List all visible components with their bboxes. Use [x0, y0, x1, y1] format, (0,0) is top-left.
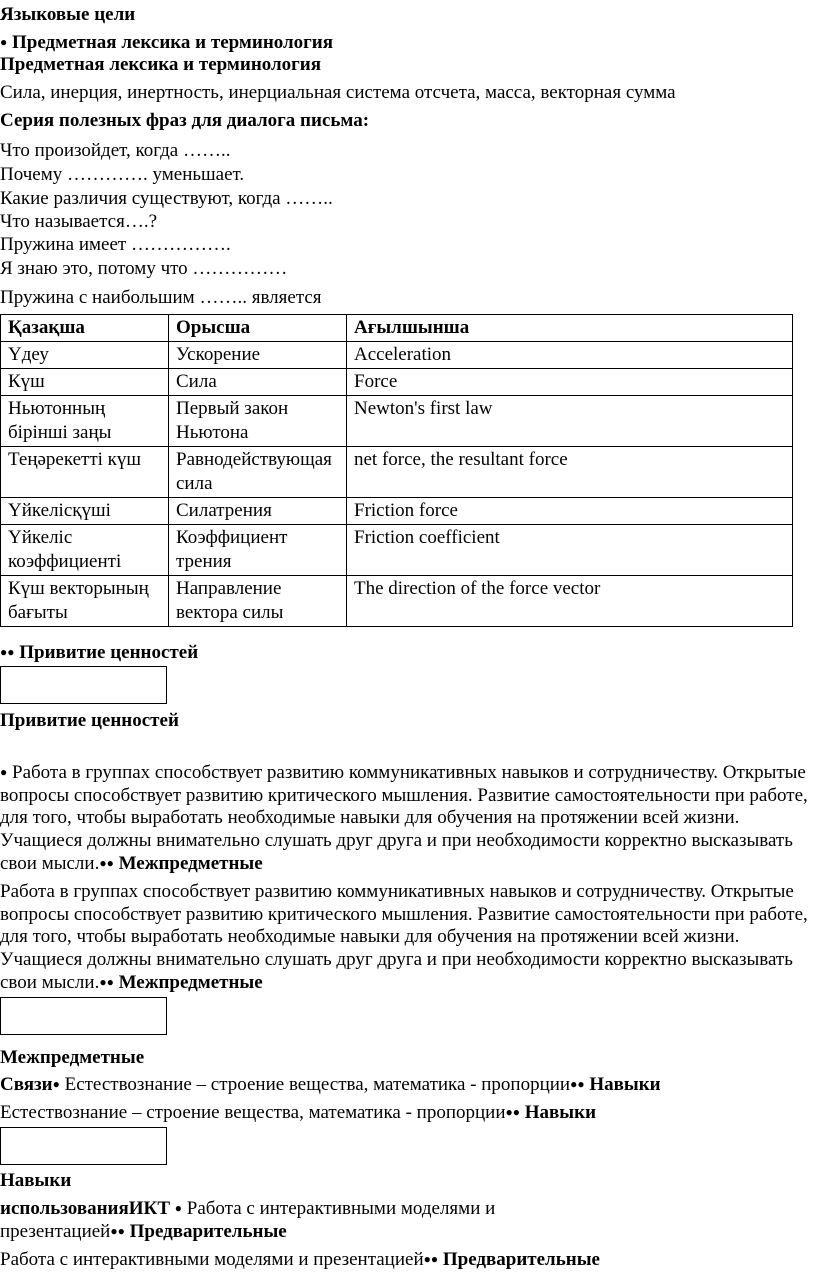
table-cell: Үйкелісқүші	[1, 498, 169, 525]
table-row	[1, 342, 793, 369]
ict-word: использованияИКТ	[0, 1198, 170, 1219]
links-text: Естествознание – строение вещества, математика - пропорции	[64, 1074, 571, 1095]
column-header-russian: Орысша	[169, 315, 347, 342]
table-cell: Күш векторының бағыты	[1, 576, 169, 627]
table-cell: Friction coefficient	[347, 525, 793, 576]
table-cell: Направление вектора силы	[169, 576, 347, 627]
table-header-row	[1, 315, 793, 342]
bullet-icon: ●●	[110, 1224, 125, 1238]
phrases-title: Серия полезных фраз для диалога письма:	[0, 110, 370, 131]
ict-line	[0, 1197, 495, 1220]
column-header-english: Ағылшынша	[347, 315, 793, 342]
page-heading: Языковые цели	[0, 4, 136, 25]
cross-subject-label: Межпредметные	[118, 853, 263, 874]
bullet-icon: ●●	[0, 645, 15, 659]
phrase-item: Какие различия существуют, когда ……..	[0, 188, 333, 209]
ict-line-3	[0, 1248, 600, 1271]
values-paragraph-text: Работа в группах способствует развитию коммуникативных навыков и сотрудничеству. Открытые вопросы способствует развитию критического мышления. Развитие самостоятельности при работе, для того, чтобы выработать необходимые навыки для обучения на протяжении всей жизни. Учащиеся должны внимательно слушать друг друга и при необходимости корректно высказывать свои мысли.	[0, 762, 808, 874]
table-cell: Теңәрекетті күш	[1, 447, 169, 498]
links-word: Связи	[0, 1074, 53, 1095]
ict-text-a: Работа с интерактивными моделями и	[186, 1198, 496, 1219]
phrase-item: Почему …………. уменьшает.	[0, 164, 245, 185]
bullet-subject-label: Предметная лексика и терминология	[12, 32, 334, 53]
cross-subject-title: Межпредметные	[0, 1047, 145, 1068]
phrase-item: Пружина с наибольшим …….. является	[0, 287, 322, 308]
empty-field-box[interactable]	[0, 997, 167, 1035]
table-row	[1, 369, 793, 396]
table-cell: Newton's first law	[347, 396, 793, 447]
values-paragraph-2	[0, 881, 816, 995]
bullet-icon: ●●	[99, 856, 114, 870]
table-cell: Acceleration	[347, 342, 793, 369]
bullet-icon: ●	[0, 35, 8, 49]
cross-subject-label: Межпредметные	[118, 972, 263, 993]
empty-field-box[interactable]	[0, 1127, 167, 1165]
table-cell: Force	[347, 369, 793, 396]
values-title: Привитие ценностей	[0, 710, 179, 731]
phrase-item: Пружина имеет …………….	[0, 234, 231, 255]
table-row	[1, 396, 793, 447]
column-header-kazakh: Қазақша	[1, 315, 169, 342]
empty-field-box[interactable]	[0, 666, 167, 704]
phrase-item: Я знаю это, потому что ……………	[0, 258, 288, 279]
links-text-2: Естествознание – строение вещества, математика - пропорции	[0, 1102, 506, 1123]
table-cell: Үйкеліс коэффициенті	[1, 525, 169, 576]
prelim-label: Предварительные	[442, 1249, 600, 1270]
phrase-item: Что называется….?	[0, 211, 158, 232]
values-paragraph-text: Работа в группах способствует развитию коммуникативных навыков и сотрудничеству. Открытые вопросы способствует развитию критического мышления. Развитие самостоятельности при работе, для того, чтобы выработать необходимые навыки для обучения на протяжении всей жизни. Учащиеся должны внимательно слушать друг друга и при необходимости корректно высказывать свои мысли.	[0, 881, 808, 993]
skills-label: Навыки	[524, 1102, 597, 1123]
ict-text-full: Работа с интерактивными моделями и презентацией	[0, 1249, 424, 1270]
bullet-icon: ●	[174, 1201, 182, 1215]
bullet-icon: ●●	[570, 1077, 585, 1091]
table-cell: The direction of the force vector	[347, 576, 793, 627]
values-bullet-label: Привитие ценностей	[19, 642, 199, 663]
bullet-icon: ●	[52, 1077, 60, 1091]
table-row	[1, 525, 793, 576]
table-cell: Ньютонның бірінші заңы	[1, 396, 169, 447]
ict-line-2	[0, 1220, 287, 1243]
subject-title: Предметная лексика и терминология	[0, 54, 322, 75]
table-cell: Коэффициент трения	[169, 525, 347, 576]
subject-terms: Сила, инерция, инертность, инерциальная система отсчета, масса, векторная сумма	[0, 82, 676, 103]
table-row	[1, 576, 793, 627]
prelim-label: Предварительные	[129, 1221, 287, 1242]
table-cell: Күш	[1, 369, 169, 396]
vocabulary-table	[0, 314, 793, 627]
table-cell: Сила	[169, 369, 347, 396]
links-line	[0, 1073, 661, 1096]
links-line-2	[0, 1101, 596, 1124]
skills-title: Навыки	[0, 1170, 72, 1191]
table-row	[1, 447, 793, 498]
skills-label: Навыки	[589, 1074, 661, 1095]
table-cell: Силатрения	[169, 498, 347, 525]
bullet-icon: ●●	[423, 1252, 439, 1266]
bullet-icon: ●	[0, 765, 8, 779]
table-row	[1, 498, 793, 525]
table-cell: net force, the resultant force	[347, 447, 793, 498]
values-bullet-line	[0, 641, 198, 664]
table-cell: Первый закон Ньютона	[169, 396, 347, 447]
table-cell: Үдеу	[1, 342, 169, 369]
values-paragraph-1	[0, 761, 816, 876]
table-cell: Friction force	[347, 498, 793, 525]
table-cell: Равнодействующая сила	[169, 447, 347, 498]
table-cell: Ускорение	[169, 342, 347, 369]
bullet-icon: ●●	[99, 975, 114, 989]
bullet-subject-line	[0, 31, 333, 54]
ict-text-b: презентацией	[0, 1221, 111, 1242]
phrase-item: Что произойдет, когда ……..	[0, 140, 231, 161]
bullet-icon: ●●	[505, 1105, 520, 1119]
